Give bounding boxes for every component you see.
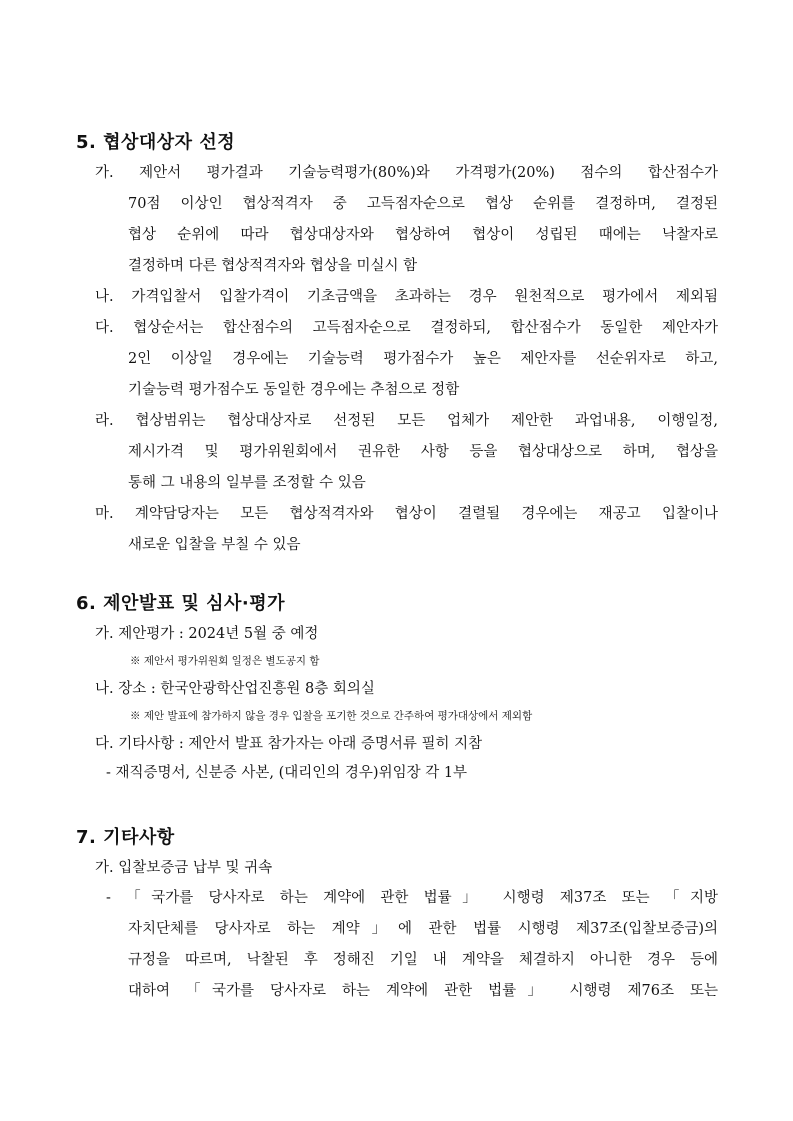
s7-item-ga: 가. 입찰보증금 납부 및 귀속 [95, 860, 273, 876]
s6-item-ga: 가. 제안평가 : 2024년 5월 중 예정 [95, 626, 319, 642]
s5-item-da-line3: 기술능력 평가점수도 동일한 경우에는 추첨으로 정함 [128, 382, 460, 398]
s7-dash-line4: 대하여 「국가를 당사자로 하는 계약에 관한 법률」 시행령 제76조 또는 [128, 983, 718, 999]
s5-item-na-line1: 나. 가격입찰서 입찰가격이 기초금액을 초과하는 경우 원천적으로 평가에서 제외됨 [95, 289, 718, 305]
section-7-heading: 7. 기타사항 [76, 827, 175, 848]
s7-dash-line1: - 「국가를 당사자로 하는 계약에 관한 법률」 시행령 제37조 또는 「지방 [106, 890, 718, 906]
s6-item-da: 다. 기타사항 : 제안서 발표 참가자는 아래 증명서류 필히 지참 [95, 736, 483, 752]
s5-item-da-line2: 2인 이상일 경우에는 기술능력 평가점수가 높은 제안자를 선순위자로 하고, [128, 351, 718, 367]
s5-item-ga-line1: 가. 제안서 평가결과 기술능력평가(80%)와 가격평가(20%) 점수의 합산점수가 [95, 165, 718, 181]
section-6-heading: 6. 제안발표 및 심사·평가 [76, 593, 285, 614]
s5-item-da-line1: 다. 협상순서는 합산점수의 고득점자순으로 결정하되, 합산점수가 동일한 제안자가 [95, 320, 718, 336]
s7-dash-line2: 자치단체를 당사자로 하는 계약」에 관한 법률 시행령 제37조(입찰보증금)의 [128, 921, 718, 937]
s5-item-ma-line2: 새로운 입찰을 부칠 수 있음 [128, 537, 301, 553]
s5-item-ma-line1: 마. 계약담당자는 모든 협상적격자와 협상이 결렬될 경우에는 재공고 입찰이나 [95, 506, 718, 522]
s6-item-na: 나. 장소 : 한국안광학산업진흥원 8층 회의실 [95, 681, 375, 697]
s5-item-ga-line3: 협상 순위에 따라 협상대상자와 협상하여 협상이 성립된 때에는 낙찰자로 [128, 227, 718, 243]
s5-item-ra-line1: 라. 협상범위는 협상대상자로 선정된 모든 업체가 제안한 과업내용, 이행일정, [95, 413, 718, 429]
s5-item-ra-line2: 제시가격 및 평가위원회에서 권유한 사항 등을 협상대상으로 하며, 협상을 [128, 444, 718, 460]
s5-item-ga-line2: 70점 이상인 협상적격자 중 고득점자순으로 협상 순위를 결정하며, 결정된 [128, 196, 718, 212]
s5-item-ra-line3: 통해 그 내용의 일부를 조정할 수 있음 [128, 475, 366, 491]
s6-item-na-note: ※ 제안 발표에 참가하지 않을 경우 입찰을 포기한 것으로 간주하여 평가대상에서 제외함 [130, 710, 533, 722]
s6-item-dash: - 재직증명서, 신분증 사본, (대리인의 경우)위임장 각 1부 [106, 765, 468, 781]
s6-item-ga-note: ※ 제안서 평가위원회 일정은 별도공지 함 [130, 655, 320, 667]
section-5-heading: 5. 협상대상자 선정 [76, 132, 236, 153]
s5-item-ga-line4: 결정하며 다른 협상적격자와 협상을 미실시 함 [128, 258, 418, 274]
s7-dash-line3: 규정을 따르며, 낙찰된 후 정해진 기일 내 계약을 체결하지 아니한 경우 등에 [128, 952, 718, 968]
